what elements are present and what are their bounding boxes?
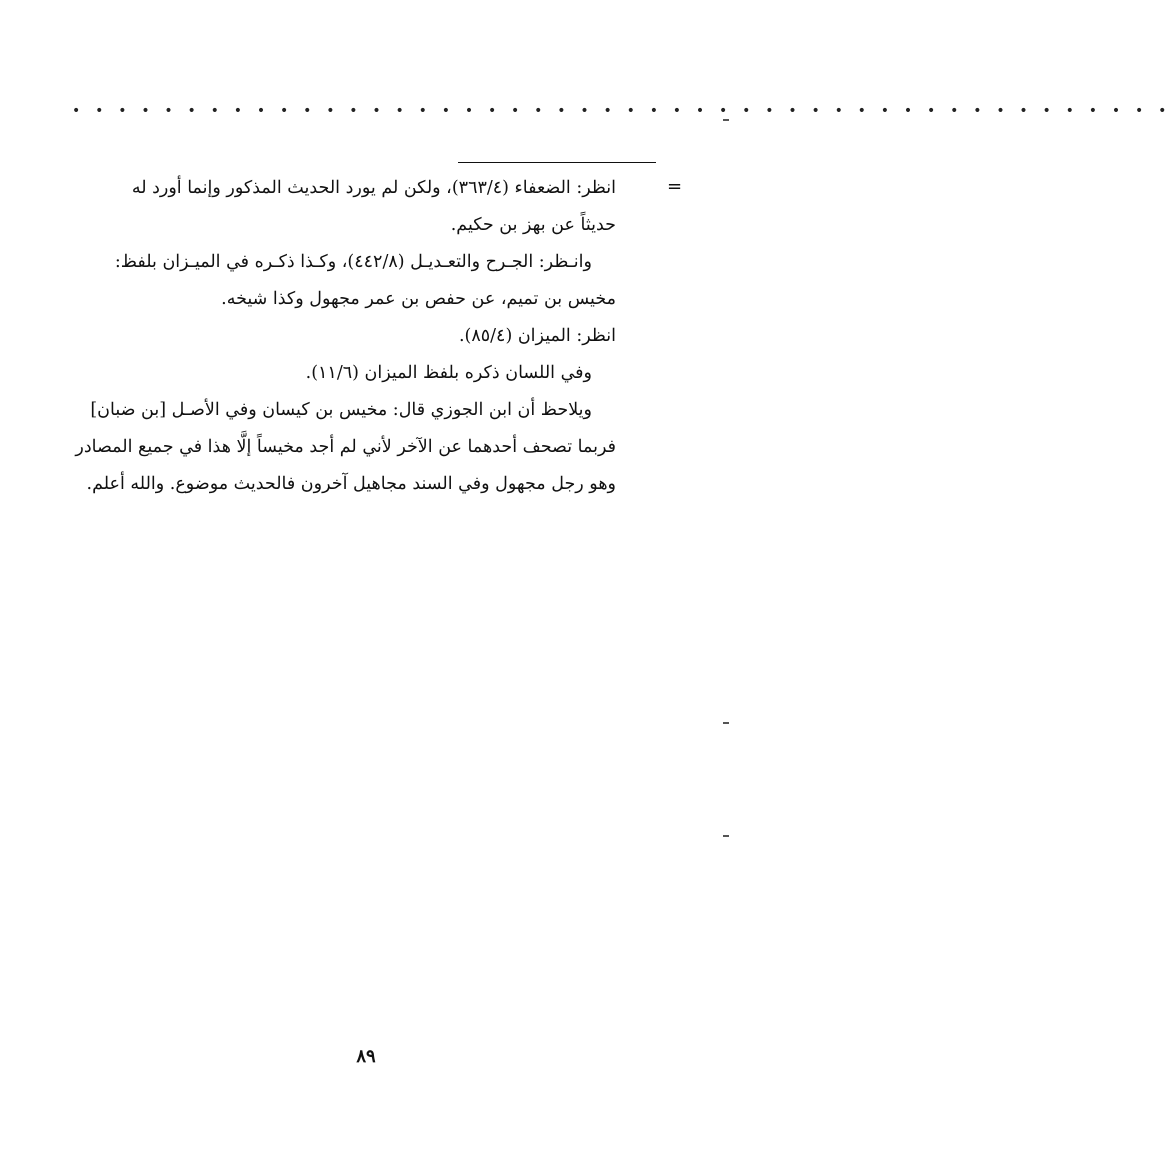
margin-mark xyxy=(723,722,729,724)
footnote-line: وهو رجل مجهول وفي السند مجاهيل آخرون فالحديث موضوع. والله أعلم. xyxy=(86,474,616,494)
footnote-line: انظر: الميزان (٨٥/٤). xyxy=(458,326,616,346)
page-number: ٨٩ xyxy=(356,1046,376,1067)
footnote-text xyxy=(66,170,616,503)
footnote-separator-line xyxy=(458,162,656,163)
footnote-line: حديثاً عن بهز بن حكيم. xyxy=(450,215,616,235)
footnote-line: وانـظر: الجـرح والتعـديـل (٤٤٢/٨)، وكـذا ذكـره في الميـزان بلفظ: xyxy=(114,252,592,272)
footnote-line: ويلاحظ أن ابن الجوزي قال: مخيس بن كيسان وفي الأصـل [بن ضبان] xyxy=(90,400,592,420)
footnote-line: مخيس بن تميم، عن حفص بن عمر مجهول وكذا شيخه. xyxy=(221,289,616,309)
dotted-separator: • • • • • • • • • • • • • • • • • • • • • • • • • • • • • • • • • • • • • • • • • • • • • • • • xyxy=(72,103,1172,119)
footnote-line: انظر: الضعفاء (٣٦٣/٤)، ولكن لم يورد الحديث المذكور وإنما أورد له xyxy=(131,178,616,198)
footnote-line: فربما تصحف أحدهما عن الآخر لأني لم أجد مخيساً إلَّا هذا في جميع المصادر xyxy=(75,437,616,457)
footnote-line: وفي اللسان ذكره بلفظ الميزان (١١/٦). xyxy=(305,363,592,383)
margin-mark xyxy=(723,119,729,121)
continuation-mark: = xyxy=(667,176,683,197)
margin-mark xyxy=(723,835,729,837)
